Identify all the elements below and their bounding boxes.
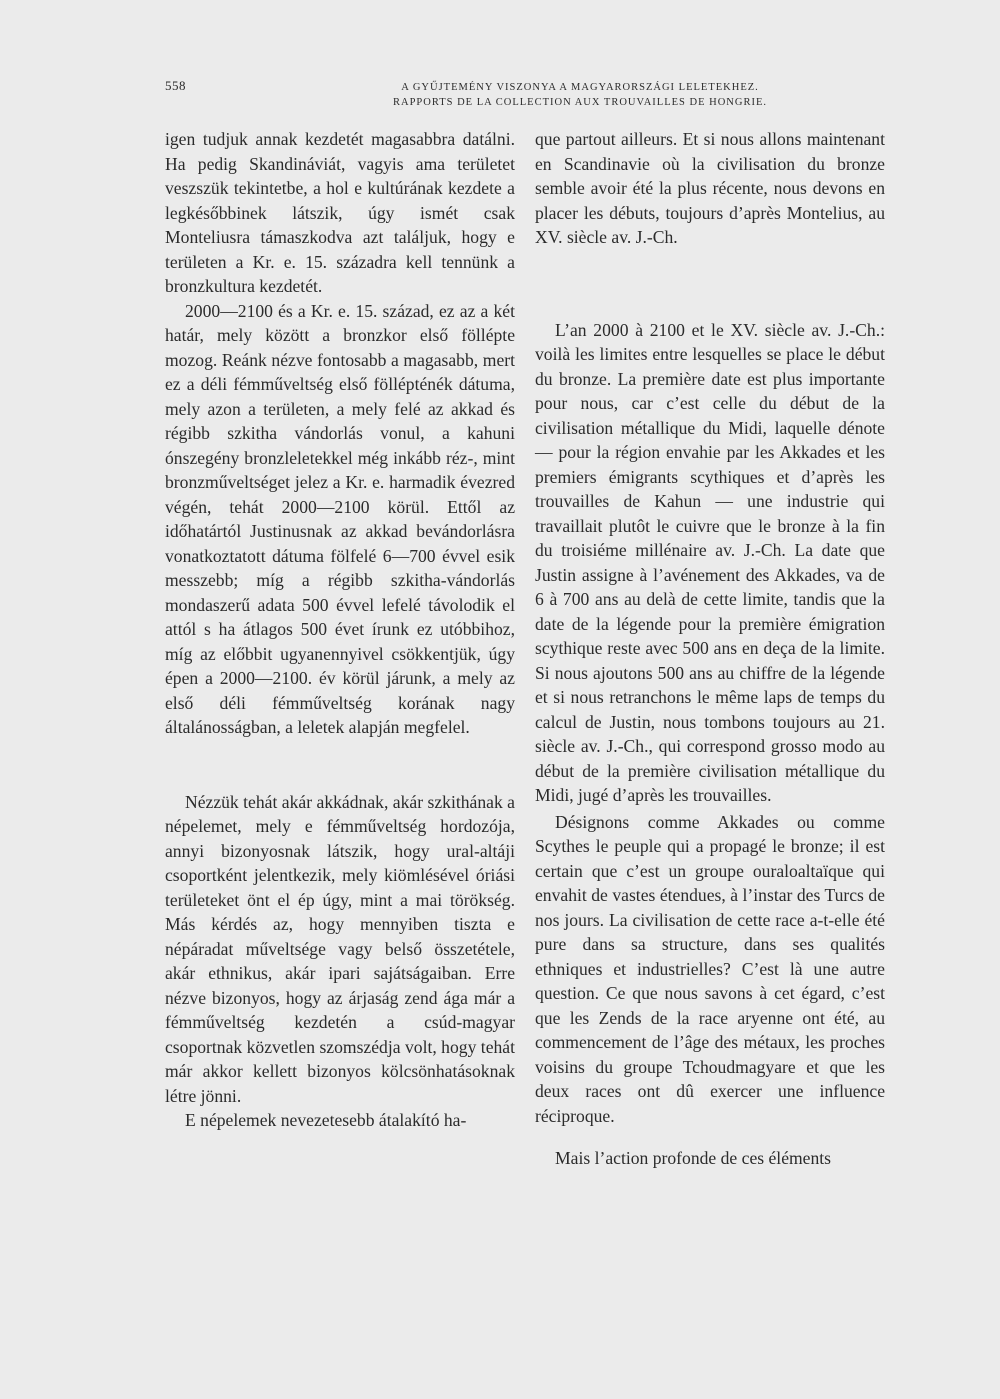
hu-paragraph-2: 2000—2100 és a Kr. e. 15. század, ez az a két határ, mely között a bronzkor első föllépte mozog. Reánk nézve fontosabb a magasabb, mert ez a déli fémműveltség első föllépténék dátuma, mely azon a területen, a mely felé az akkad és régibb szkitha vándorlás vonul, a kahuni ónszegény bronzleletekkel még inkább réz-, mint bronzműveltséget jelez a Kr. e. harmadik évezred végén, tehát 2000—2100 körül. Ettől az időhatártól Justinusnak az akkad bevándorlásra vonatkoztatott dátuma fölfelé 6—700 évvel esik messzebb; míg a régibb szkitha-vándorlás mondaszerű adata 500 évvel lefelé távolodik el attól s ha átlagos 500 évet írunk ez utóbbihoz, míg az előbbit ugyanennyivel csökkentjük, úgy épen a 2000—2100. év körül járunk, a mely az első déli fémműveltség korának nagy általánosságban, a leletek alapján megfelel. <box>165 300 515 737</box>
fr-paragraph-4: Mais l’action profonde de ces éléments <box>555 1148 832 1168</box>
hu-paragraph-3: Nézzük tehát akár akkádnak, akár szkithának a népelemet, mely e fémműveltség hordozója, annyi bizonyosnak látszik, hogy ural-altáji csoportként jelentkezik, mely kiömlésével óriási területeket önt el ép úgy, mint a mai törökség. Más kérdés az, hogy mennyiben tiszta e népáradat műveltsége vagy belső összetétele, akár ethnikus, akár ipari sajátságaiban. Erre nézve bizonyos, hogy az árjaság zend ága már a fémműveltség kezdetén a csúd-magyar csoportnak közvetlen szomszédja volt, hogy tehát már akkor kellett bizonyos kölcsönhatásoknak létre jönni. <box>165 791 515 1106</box>
running-head-french: RAPPORTS DE LA COLLECTION AUX TROUVAILLES DE HONGRIE. <box>393 97 767 108</box>
running-head-hungarian: A GYŰJTEMÉNY VISZONYA A MAGYARORSZÁGI LELETEKHEZ. <box>401 82 759 93</box>
hu-paragraph-1: igen tudjuk annak kezdetét magasabbra datálni. Ha pedig Skandináviát, vagyis ama területet veszszük tekintetbe, a hol e kultúrának kezdete a legkésőbbinek látszik, úgy ismét csak Monteliusra támaszkodva azt találjuk, hogy e területen a Kr. e. 15. századra kell tennünk a bronzkultura kezdetét. <box>165 129 515 296</box>
fr-paragraph-3: Désignons comme Akkades ou comme Scythes le peuple qui a propagé le bronze; il est certain que c’est un groupe ouraloaltaïque qui envahit de vastes étendues, à l’instar des Turcs de nos jours. La civilisation de cette race a-t-elle été pure dans sa structure, dans ses qualités ethniques et industrielles? C’est là une autre question. Ce que nous savons à cet égard, c’est que les Zends de la race aryenne ont été, au commencement de l’âge des métaux, les proches voisins du groupe Tchoudmagyare et que les deux races ont dû exercer une influence réciproque. <box>535 811 885 1126</box>
running-head <box>200 80 960 110</box>
fr-paragraph-1: que partout ailleurs. Et si nous allons maintenant en Scandinavie où la civilisation du bronze semble avoir été la plus récente, nous devons en placer les débuts, toujours d’après Montelius, au XV. siècle av. J.-Ch. <box>535 129 885 247</box>
hu-paragraph-4: E népelemek nevezetesebb átalakító ha- <box>185 1110 467 1130</box>
french-column <box>535 127 885 1171</box>
fr-paragraph-2: L’an 2000 à 2100 et le XV. siècle av. J.-Ch.: voilà les limites entre lesquelles se place le début du bronze. La première date est plus importante pour nous, car c’est celle du début de la civilisation métallique du Midi, laquelle dénote — pour la région envahie par les Akkades et les premiers émigrants scythiques et d’après les trouvailles de Kahun — une industrie qui travaillait plutôt le cuivre que le bronze à la fin du troisiéme millénaire av. J.-Ch. La date que Justin assigne à l’avénement des Akkades, va de 6 à 700 ans au delà de cette limite, tandis que la date de la légende pour la première émigration scythique reste avec 500 ans en deça de la limite. Si nous ajoutons 500 ans au chiffre de la légende et si nous retranchons le même laps de temps du calcul de Justin, nous tombons toujours au 21. siècle av. J.-Ch., qui correspond grosso modo au début de la première civilisation métallique du Midi, jugé d’après les trouvailles. <box>535 319 885 805</box>
page-number: 558 <box>165 78 186 93</box>
hungarian-column <box>165 127 515 1133</box>
